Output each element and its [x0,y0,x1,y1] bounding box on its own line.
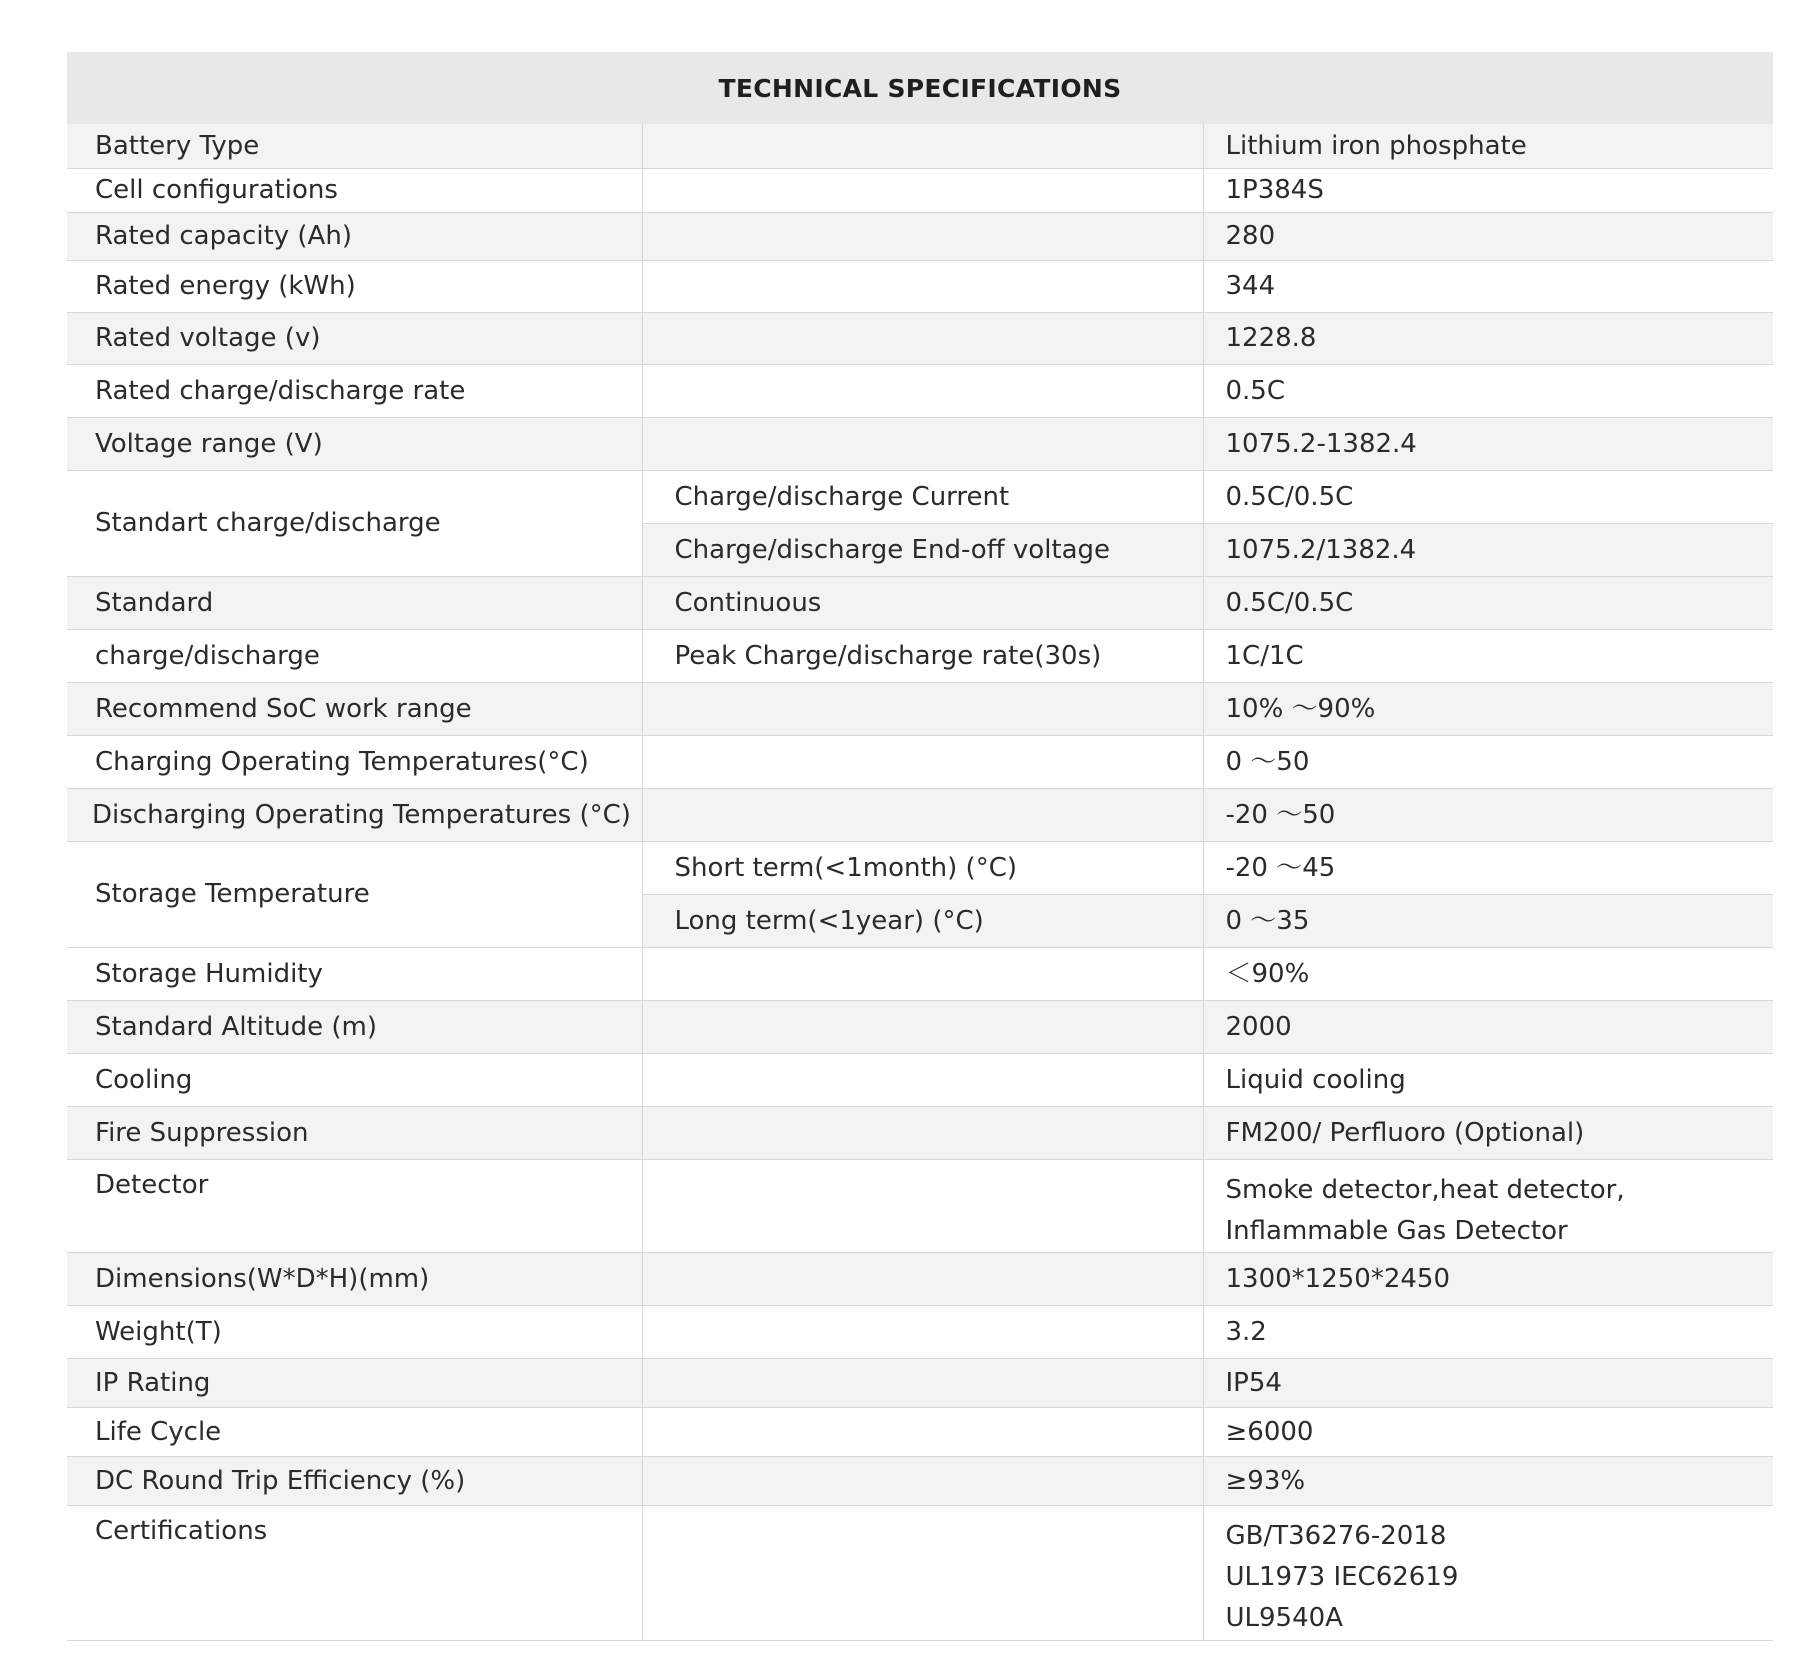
sub-param-cell [642,1456,1203,1505]
value-cell: 0 ～35 [1203,894,1773,947]
param-cell: Charging Operating Temperatures(°C) [67,735,642,788]
param-cell: Cooling [67,1053,642,1106]
value-cell: 0.5C [1203,364,1773,417]
value-cell: 0.5C/0.5C [1203,470,1773,523]
param-cell: Certifications [67,1505,642,1640]
table-row [67,1106,1773,1159]
value-cell: 1228.8 [1203,312,1773,364]
table-row [67,212,1773,260]
table-row [67,788,1773,841]
param-cell: Weight(T) [67,1305,642,1358]
table-row [67,260,1773,312]
sub-param-cell [642,168,1203,212]
value-cell: 1C/1C [1203,629,1773,682]
value-cell [1203,1159,1773,1252]
value-cell: Lithium iron phosphate [1203,124,1773,168]
table-row [67,1305,1773,1358]
value-line: UL1973 IEC62619 [1225,1561,1459,1592]
param-cell: charge/discharge [67,629,642,682]
table-title: TECHNICAL SPECIFICATIONS [67,52,1773,124]
table-row [67,1252,1773,1305]
table-row [67,841,1773,894]
value-cell: 1075.2/1382.4 [1203,523,1773,576]
param-cell: Rated energy (kWh) [67,260,642,312]
sub-param-cell [642,1053,1203,1106]
value-cell: ＜90% [1203,947,1773,1000]
param-cell: Rated charge/discharge rate [67,364,642,417]
value-cell: 1300*1250*2450 [1203,1252,1773,1305]
table-row [67,312,1773,364]
table-row [67,168,1773,212]
sub-param-cell: Peak Charge/discharge rate(30s) [642,629,1203,682]
value-cell: 1P384S [1203,168,1773,212]
value-cell: 344 [1203,260,1773,312]
table-row [67,629,1773,682]
value-cell: FM200/ Perfluoro (Optional) [1203,1106,1773,1159]
sub-param-cell [642,1000,1203,1053]
table-row [67,735,1773,788]
param-cell: Standard Altitude (m) [67,1000,642,1053]
sub-param-cell [642,312,1203,364]
sub-param-cell [642,212,1203,260]
sub-param-cell: Charge/discharge End-off voltage [642,523,1203,576]
value-cell: -20 ～50 [1203,788,1773,841]
table-row [67,1358,1773,1407]
value-cell [1203,1505,1773,1640]
sub-param-cell [642,260,1203,312]
table-row [67,1407,1773,1456]
value-cell: 3.2 [1203,1305,1773,1358]
param-cell: Fire Suppression [67,1106,642,1159]
value-cell: 1075.2-1382.4 [1203,417,1773,470]
sub-param-cell: Short term(<1month) (°C) [642,841,1203,894]
table-row [67,364,1773,417]
value-line: Smoke detector,heat detector, [1225,1174,1625,1205]
param-cell: Storage Temperature [67,841,642,947]
spec-table [67,124,1773,1641]
value-cell: 0.5C/0.5C [1203,576,1773,629]
value-cell: 2000 [1203,1000,1773,1053]
value-cell: -20 ～45 [1203,841,1773,894]
table-row [67,576,1773,629]
table-row [67,1000,1773,1053]
sub-param-cell: Charge/discharge Current [642,470,1203,523]
param-cell: Recommend SoC work range [67,682,642,735]
param-cell: Detector [67,1159,642,1252]
param-cell: Rated voltage (v) [67,312,642,364]
table-row [67,124,1773,168]
table-row [67,1159,1773,1252]
value-cell: ≥93% [1203,1456,1773,1505]
param-cell: Life Cycle [67,1407,642,1456]
sub-param-cell [642,1505,1203,1640]
param-cell: Standard [67,576,642,629]
sub-param-cell [642,682,1203,735]
value-cell: IP54 [1203,1358,1773,1407]
sub-param-cell [642,1407,1203,1456]
table-row [67,1505,1773,1640]
sub-param-cell [642,1252,1203,1305]
value-cell: ≥6000 [1203,1407,1773,1456]
param-cell: Dimensions(W*D*H)(mm) [67,1252,642,1305]
value-cell: Liquid cooling [1203,1053,1773,1106]
sub-param-cell: Long term(<1year) (°C) [642,894,1203,947]
param-cell: Standart charge/discharge [67,470,642,576]
param-cell: Rated capacity (Ah) [67,212,642,260]
value-line: Inflammable Gas Detector [1225,1215,1568,1246]
value-line: UL9540A [1225,1602,1343,1633]
param-cell: Storage Humidity [67,947,642,1000]
sub-param-cell [642,1358,1203,1407]
value-line: GB/T36276-2018 [1225,1520,1447,1551]
sub-param-cell [642,788,1203,841]
param-cell: Discharging Operating Temperatures (°C) [67,788,642,841]
sub-param-cell [642,124,1203,168]
spec-table-container [67,52,1773,1641]
table-row [67,682,1773,735]
param-cell: DC Round Trip Efficiency (%) [67,1456,642,1505]
param-cell: Voltage range (V) [67,417,642,470]
sub-param-cell [642,735,1203,788]
table-row [67,1053,1773,1106]
param-cell: IP Rating [67,1358,642,1407]
param-cell: Cell configurations [67,168,642,212]
sub-param-cell [642,417,1203,470]
param-cell: Battery Type [67,124,642,168]
value-cell: 280 [1203,212,1773,260]
table-row [67,947,1773,1000]
sub-param-cell [642,1106,1203,1159]
sub-param-cell [642,1305,1203,1358]
sub-param-cell [642,947,1203,1000]
sub-param-cell [642,364,1203,417]
table-row [67,417,1773,470]
value-cell: 10% ～90% [1203,682,1773,735]
value-cell: 0 ～50 [1203,735,1773,788]
table-row [67,1456,1773,1505]
table-row [67,470,1773,523]
sub-param-cell [642,1159,1203,1252]
sub-param-cell: Continuous [642,576,1203,629]
